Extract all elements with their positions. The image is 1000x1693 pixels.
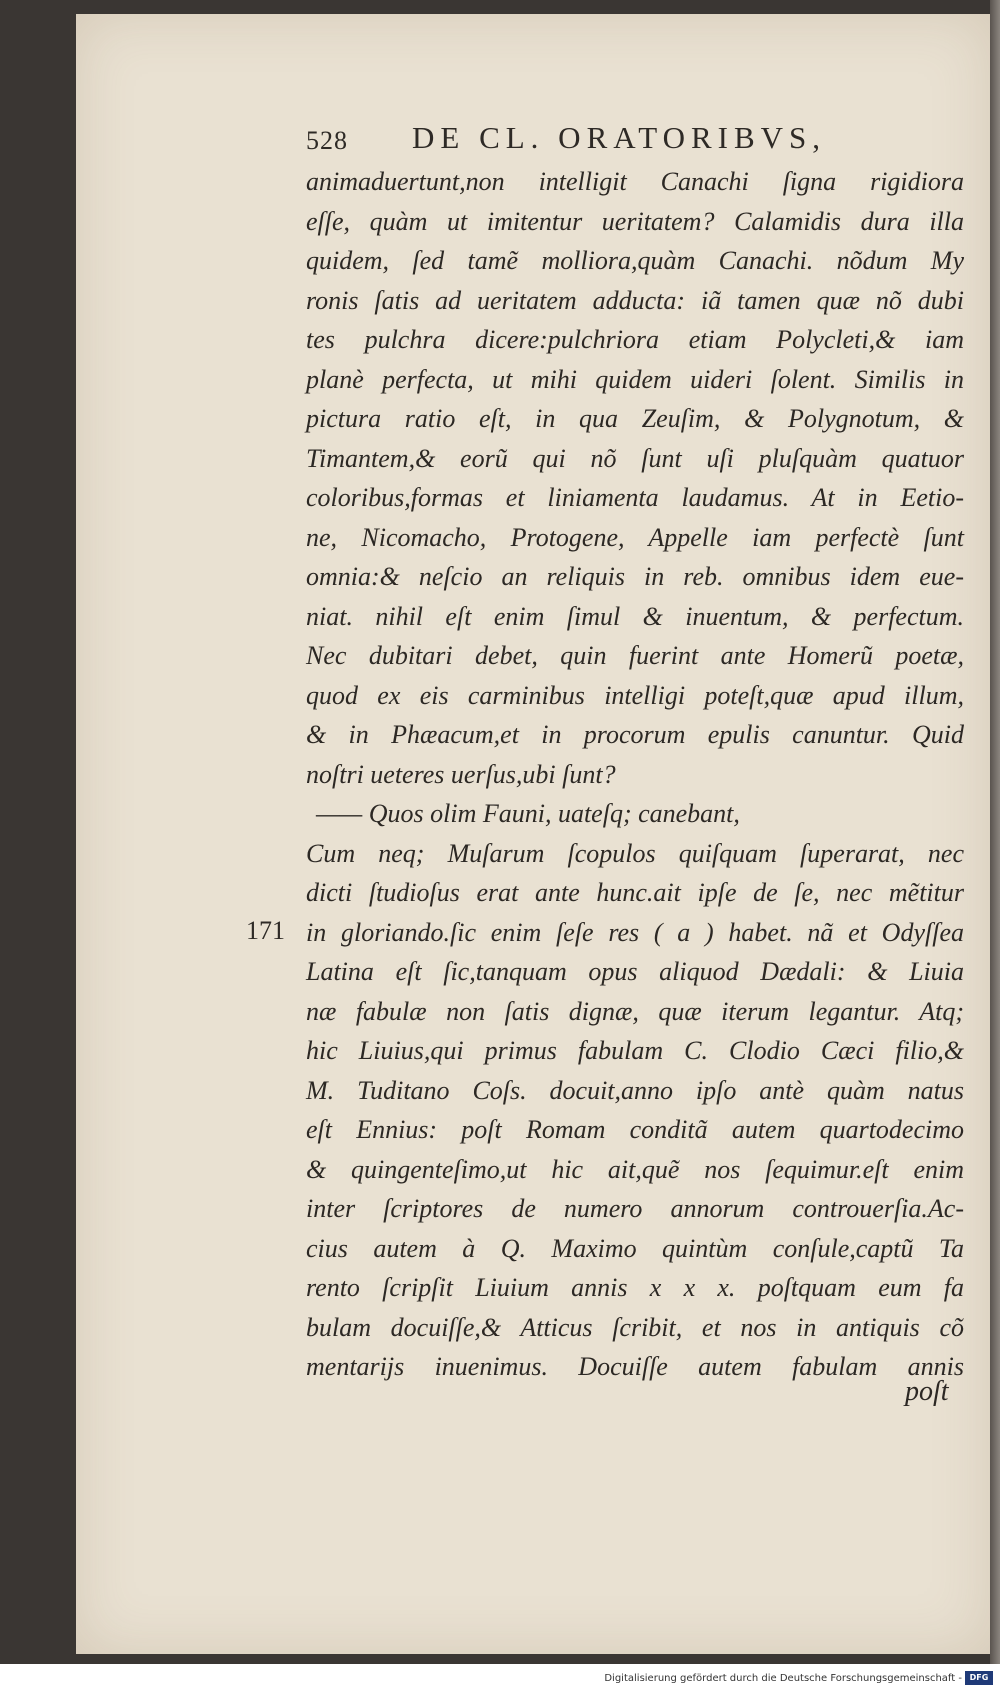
text-line: niat. nihil eſt enim ſimul & inuentum, & perfectum. bbox=[306, 601, 964, 631]
text-line: tes pulchra dicere:pulchriora etiam Polycleti,& iam bbox=[306, 325, 964, 354]
text-line: eſſe, quàm ut imitentur ueritatem? Calamidis dura illa bbox=[306, 206, 964, 236]
text-line: Timantem,& eorũ qui nõ ſunt uſi pluſquàm quatuor bbox=[306, 443, 964, 473]
text-line: coloribus,formas et liniamenta laudamus. At in Eetio- bbox=[306, 483, 964, 512]
body-text bbox=[306, 162, 964, 1387]
text-line: Nec dubitari debet, quin fuerint ante Homerũ poetæ, bbox=[306, 641, 964, 670]
text-line: Latina eſt ſic,tanquam opus aliquod Dædali: & Liuia bbox=[306, 957, 964, 986]
text-line: ronis ſatis ad ueritatem adducta: iã tamen quæ nõ dubi bbox=[306, 285, 964, 315]
margin-note: 171 bbox=[246, 916, 285, 945]
text-line: inter ſcriptores de numero annorum controuerſia.Ac- bbox=[306, 1194, 964, 1223]
text-line: bulam docuiſſe,& Atticus ſcribit, et nos in antiquis cõ bbox=[306, 1312, 964, 1342]
text-line: M. Tuditano Coſs. docuit,anno ipſo antè quàm natus bbox=[306, 1075, 964, 1105]
text-line: noſtri ueteres uerſus,ubi ſunt? bbox=[306, 759, 616, 789]
text-line: quidem, ſed tamẽ molliora,quàm Canachi. nõdum My bbox=[306, 246, 964, 275]
digitization-footer bbox=[0, 1664, 1000, 1693]
text-line: planè perfecta, ut mihi quidem uideri ſolent. Similis in bbox=[306, 364, 964, 394]
running-head: DE CL. ORATORIBVS, bbox=[412, 120, 827, 155]
text-line: Cum neq; Muſarum ſcopulos quiſquam ſuperarat, nec bbox=[306, 838, 964, 868]
text-line: eſt Ennius: poſt Romam conditã autem quartodecimo bbox=[306, 1115, 964, 1144]
text-line: pictura ratio eſt, in qua Zeuſim, & Polygnotum, & bbox=[306, 404, 964, 433]
text-line: omnia:& neſcio an reliquis in reb. omnibus idem eue- bbox=[306, 562, 964, 591]
text-line: dicti ſtudioſus erat ante hunc.ait ipſe de ſe, nec mẽtitur bbox=[306, 878, 964, 907]
page-number: 528 bbox=[306, 126, 348, 155]
text-line: hic Liuius,qui primus fabulam C. Clodio Cæci filio,& bbox=[306, 1036, 964, 1065]
text-line: in gloriando.ſic enim ſeſe res ( a ) habet. nã et Odyſſea bbox=[306, 917, 964, 947]
dfg-logo-icon: DFG bbox=[965, 1671, 993, 1685]
text-line: quod ex eis carminibus intelligi poteſt,quæ apud illum, bbox=[306, 680, 964, 710]
page-edge bbox=[990, 0, 1000, 1693]
text-line: næ fabulæ non ſatis dignæ, quæ iterum legantur. Atq; bbox=[306, 996, 964, 1026]
text-line: cius autem à Q. Maximo quintùm conſule,captũ Ta bbox=[306, 1233, 964, 1263]
footer-credit: Digitalisierung gefördert durch die Deutsche Forschungsgemeinschaft - bbox=[604, 1673, 962, 1684]
catchword: poſt bbox=[905, 1376, 949, 1407]
verse-line: —— Quos olim Fauni, uateſq; canebant, bbox=[316, 799, 740, 828]
page-header bbox=[306, 120, 956, 160]
text-line: & quingenteſimo,ut hic ait,quẽ nos ſequimur.eſt enim bbox=[306, 1154, 964, 1184]
text-line: animaduertunt,non intelligit Canachi ſigna rigidiora bbox=[306, 167, 964, 196]
text-line: mentarijs inuenimus. Docuiſſe autem fabulam annis bbox=[306, 1352, 964, 1381]
text-line: rento ſcripſit Liuium annis x x x. poſtquam eum fa bbox=[306, 1273, 964, 1302]
text-line: ne, Nicomacho, Protogene, Appelle iam perfectè ſunt bbox=[306, 522, 964, 552]
text-line: & in Phæacum,et in procorum epulis canuntur. Quid bbox=[306, 720, 964, 749]
